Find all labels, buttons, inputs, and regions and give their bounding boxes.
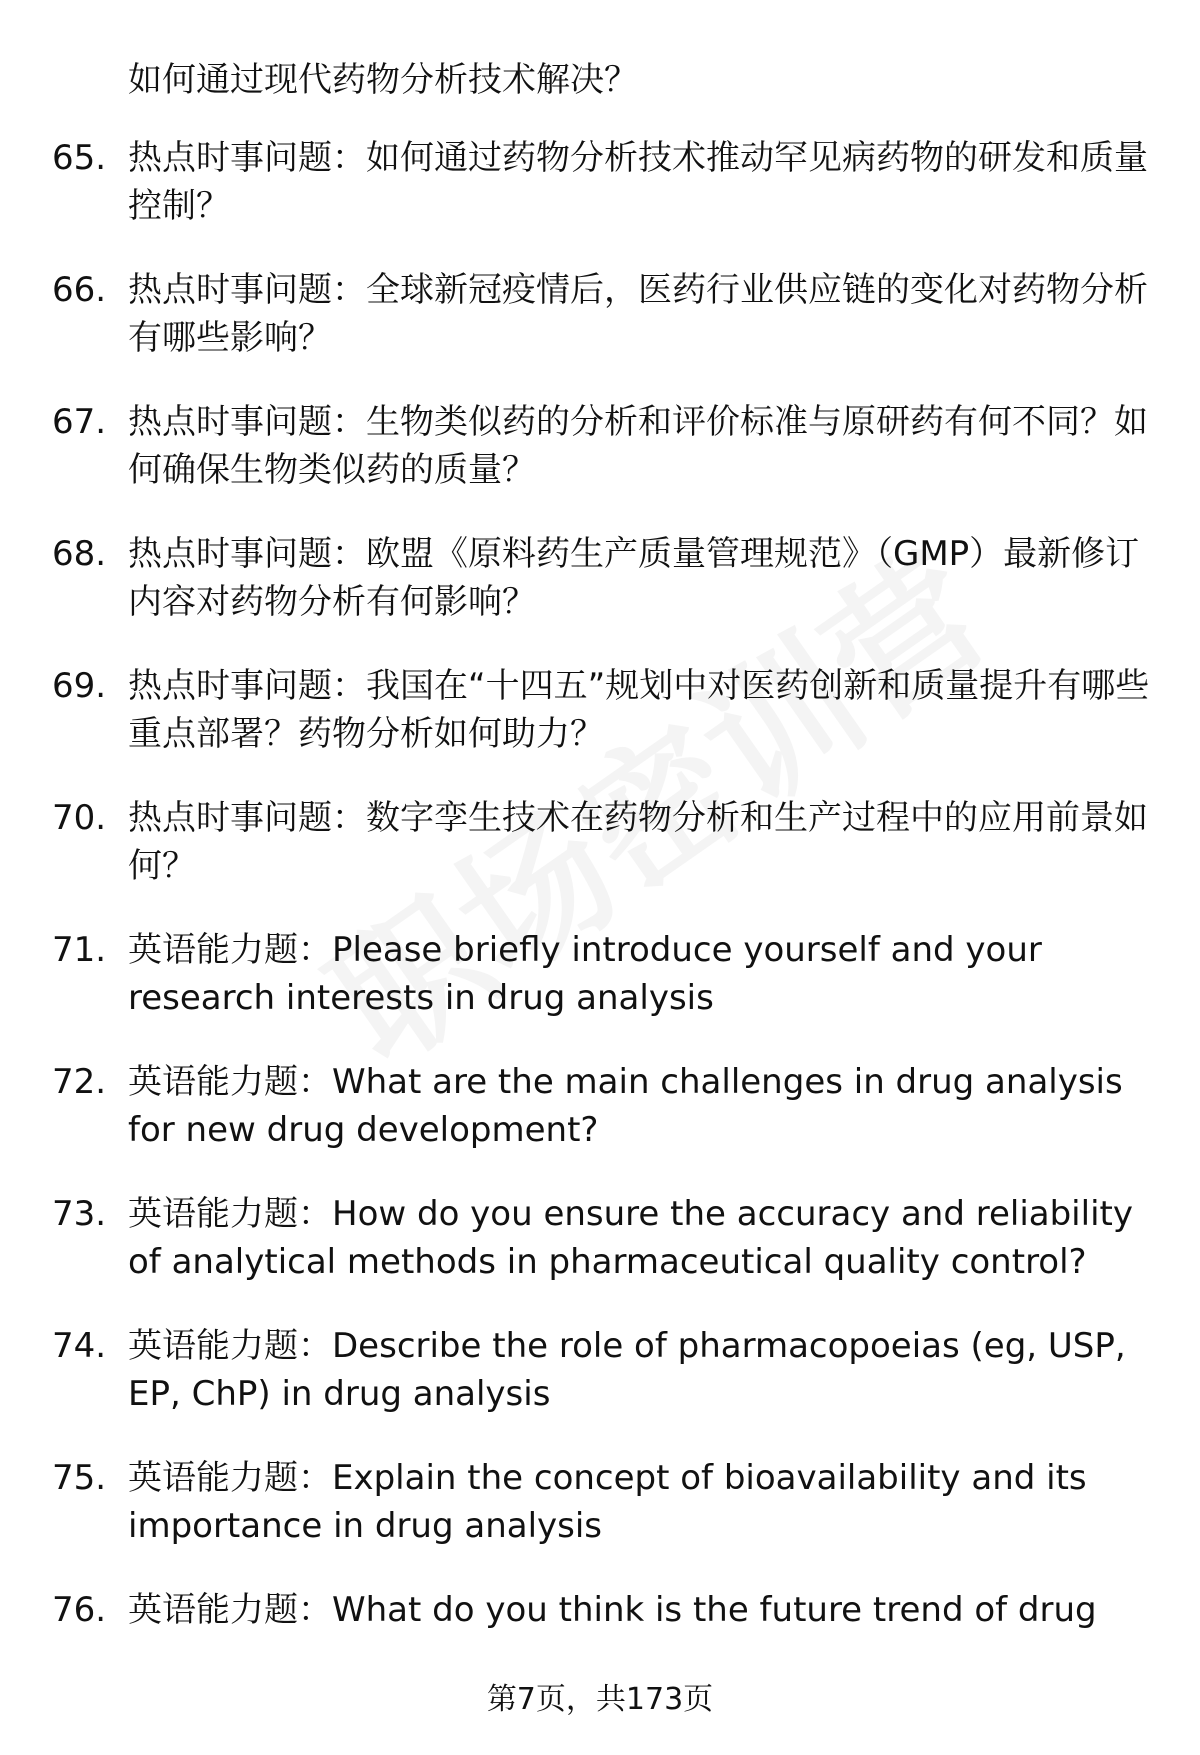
question-number: 66. <box>52 270 107 310</box>
question-text: What do you think is the future trend of drug <box>332 1590 1097 1630</box>
question-number: 72. <box>52 1062 107 1102</box>
question-category: 英语能力题： <box>128 1062 332 1102</box>
list-item <box>0 926 1200 1058</box>
list-item <box>0 662 1200 794</box>
question-number: 75. <box>52 1458 107 1498</box>
question-category: 热点时事问题： <box>128 270 366 310</box>
question-category: 英语能力题： <box>128 1458 332 1498</box>
question-text: What are the main challenges in drug analysis for new drug development? <box>128 1062 1123 1150</box>
question-number: 76. <box>52 1590 107 1630</box>
question-category: 热点时事问题： <box>128 666 366 706</box>
question-category: 英语能力题： <box>128 930 332 970</box>
list-item <box>0 1058 1200 1190</box>
question-body <box>128 794 1158 890</box>
question-category: 热点时事问题： <box>128 402 366 442</box>
question-text: 生物类似药的分析和评价标准与原研药有何不同？如何确保生物类似药的质量？ <box>128 402 1148 490</box>
list-item <box>0 134 1200 266</box>
question-category: 英语能力题： <box>128 1194 332 1234</box>
question-text: Describe the role of pharmacopoeias (eg, USP, EP, ChP) in drug analysis <box>128 1326 1126 1414</box>
question-body <box>128 1586 1158 1634</box>
question-number: 73. <box>52 1194 107 1234</box>
question-category: 英语能力题： <box>128 1326 332 1366</box>
question-body <box>128 530 1158 626</box>
list-item <box>0 1322 1200 1454</box>
question-body <box>128 926 1158 1022</box>
question-text: 欧盟《原料药生产质量管理规范》（GMP）最新修订内容对药物分析有何影响？ <box>128 534 1140 622</box>
question-text: How do you ensure the accuracy and reliability of analytical methods in pharmaceutical quality control? <box>128 1194 1133 1282</box>
question-number: 69. <box>52 666 107 706</box>
question-body <box>128 134 1158 230</box>
question-body <box>128 1190 1158 1286</box>
question-text: 如何通过药物分析技术推动罕见病药物的研发和质量控制？ <box>128 138 1148 226</box>
list-item <box>0 398 1200 530</box>
question-category: 英语能力题： <box>128 1590 332 1630</box>
question-category: 热点时事问题： <box>128 138 366 178</box>
question-text: Explain the concept of bioavailability and its importance in drug analysis <box>128 1458 1087 1546</box>
question-body <box>128 1058 1158 1154</box>
question-category: 热点时事问题： <box>128 798 366 838</box>
question-number: 74. <box>52 1326 107 1366</box>
question-number: 68. <box>52 534 107 574</box>
question-body <box>128 1322 1158 1418</box>
question-number: 70. <box>52 798 107 838</box>
question-body <box>128 266 1158 362</box>
question-text: Please briefly introduce yourself and your research interests in drug analysis <box>128 930 1042 1018</box>
question-number: 65. <box>52 138 107 178</box>
continued-question-text: 如何通过现代药物分析技术解决？ <box>128 60 638 100</box>
list-item <box>0 530 1200 662</box>
list-item <box>0 1190 1200 1322</box>
question-body <box>128 1454 1158 1550</box>
list-item <box>0 1454 1200 1586</box>
question-text: 全球新冠疫情后，医药行业供应链的变化对药物分析有哪些影响？ <box>128 270 1148 358</box>
question-category: 热点时事问题： <box>128 534 366 574</box>
list-item <box>0 266 1200 398</box>
question-number: 71. <box>52 930 107 970</box>
page-number-footer: 第7页，共173页 <box>486 1682 714 1717</box>
list-item <box>0 794 1200 926</box>
question-text: 数字孪生技术在药物分析和生产过程中的应用前景如何？ <box>128 798 1148 886</box>
question-text: 我国在“十四五”规划中对医药创新和质量提升有哪些重点部署？药物分析如何助力？ <box>128 666 1150 754</box>
question-body <box>128 662 1158 758</box>
question-number: 67. <box>52 402 107 442</box>
question-list <box>0 134 1200 1718</box>
question-body <box>128 398 1158 494</box>
